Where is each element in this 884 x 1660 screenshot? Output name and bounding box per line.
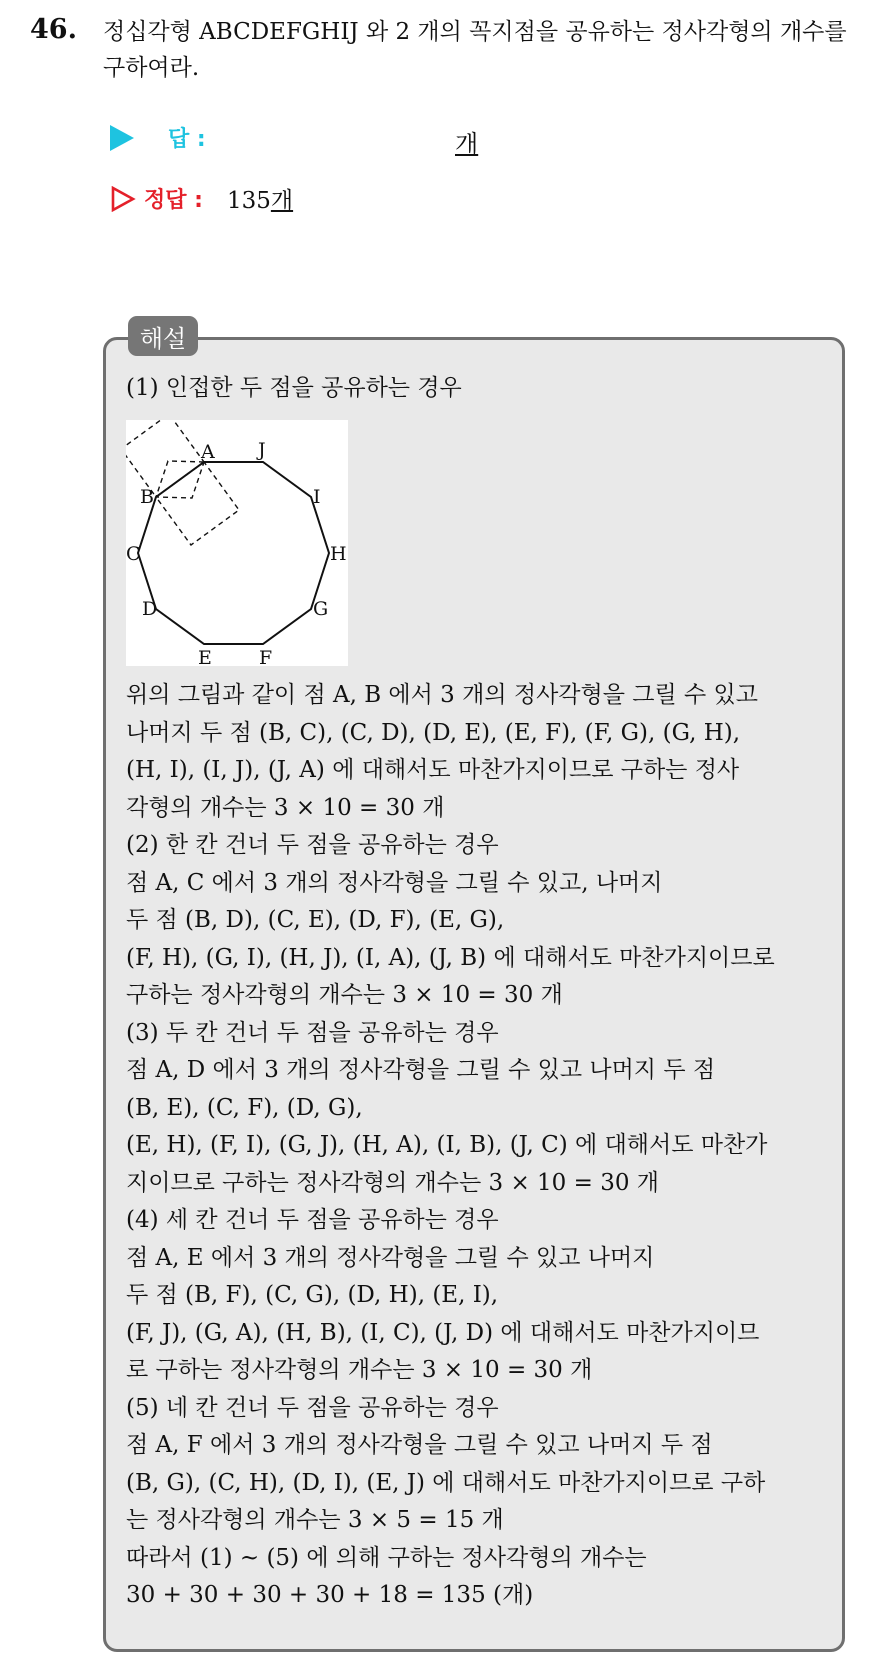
vertex-label-b: B — [140, 486, 154, 508]
solution-line: (B, E), (C, F), (D, G), — [126, 1094, 363, 1121]
correct-answer-row — [110, 182, 293, 215]
decagon-figure — [126, 420, 348, 666]
correct-answer-unit: 개 — [270, 188, 294, 214]
play-triangle-icon — [110, 125, 134, 151]
solution-line: 30 + 30 + 30 + 30 + 18 = 135 (개) — [126, 1582, 534, 1608]
solution-line: (F, J), (G, A), (H, B), (I, C), (J, D) 에 대해서도 마찬가지이므 — [126, 1319, 760, 1346]
solution-line: (B, G), (C, H), (D, I), (E, J) 에 대해서도 마찬가지이므로 구하 — [126, 1469, 766, 1496]
answer-label: 답 : — [168, 127, 206, 152]
solution-body — [126, 677, 836, 1615]
question-text: 정십각형 ABCDEFGHIJ 와 2 개의 꼭지점을 공유하는 정사각형의 개수를 구하여라. — [103, 19, 847, 81]
solution-line: (F, H), (G, I), (H, J), (I, A), (J, B) 에 대해서도 마찬가지이므로 — [126, 944, 775, 971]
solution-line: 따라서 (1) ~ (5) 에 의해 구하는 정사각형의 개수는 — [126, 1544, 647, 1571]
solution-line: 구하는 정사각형의 개수는 3 × 10 = 30 개 — [126, 982, 563, 1008]
vertex-label-i: I — [313, 486, 321, 508]
correct-answer-value — [227, 182, 293, 215]
square-inner-dashed — [156, 462, 239, 545]
solution-line: 위의 그림과 같이 점 A, B 에서 3 개의 정사각형을 그릴 수 있고 — [126, 682, 758, 708]
vertex-label-g: G — [313, 598, 329, 620]
square-outer-dashed — [126, 420, 204, 497]
answer-unit: 개 — [455, 130, 479, 158]
question-number: 46. — [30, 14, 77, 45]
vertex-label-f: F — [259, 647, 273, 666]
vertex-label-e: E — [198, 647, 212, 666]
vertex-label-a: A — [201, 441, 215, 463]
solution-line: (2) 한 칸 건너 두 점을 공유하는 경우 — [126, 832, 499, 858]
solution-line: 두 점 (B, F), (C, G), (D, H), (E, I), — [126, 1282, 499, 1308]
solution-intro: (1) 인접한 두 점을 공유하는 경우 — [126, 375, 462, 401]
solution-line: (H, I), (I, J), (J, A) 에 대해서도 마찬가지이므로 구하는 정사 — [126, 757, 740, 783]
solution-line: 로 구하는 정사각형의 개수는 3 × 10 = 30 개 — [126, 1357, 593, 1383]
vertex-label-d: D — [142, 598, 158, 620]
solution-tag: 해설 — [128, 316, 198, 356]
solution-line: 지이므로 구하는 정사각형의 개수는 3 × 10 = 30 개 — [126, 1169, 659, 1196]
solution-line: 점 A, F 에서 3 개의 정사각형을 그릴 수 있고 나머지 두 점 — [126, 1432, 713, 1458]
solution-line: 점 A, D 에서 3 개의 정사각형을 그릴 수 있고 나머지 두 점 — [126, 1057, 716, 1083]
solution-line: 는 정사각형의 개수는 3 × 5 = 15 개 — [126, 1507, 504, 1533]
correct-answer-number: 135 — [226, 188, 271, 214]
vertex-label-c: C — [126, 543, 141, 565]
vertex-label-h: H — [330, 543, 347, 565]
solution-line: 점 A, E 에서 3 개의 정사각형을 그릴 수 있고 나머지 — [126, 1244, 655, 1271]
solution-line: (E, H), (F, I), (G, J), (H, A), (I, B), (J, C) 에 대해서도 마찬가 — [126, 1132, 768, 1158]
solution-line: 두 점 (B, D), (C, E), (D, F), (E, G), — [126, 907, 505, 933]
solution-line: (5) 네 칸 건너 두 점을 공유하는 경우 — [126, 1394, 499, 1421]
solution-line: (3) 두 칸 건너 두 점을 공유하는 경우 — [126, 1019, 499, 1046]
solution-line: (4) 세 칸 건너 두 점을 공유하는 경우 — [126, 1207, 499, 1233]
solution-line: 나머지 두 점 (B, C), (C, D), (D, E), (E, F), (F, G), (G, H), — [126, 719, 741, 746]
correct-answer-label: 정답 : — [144, 188, 203, 213]
vertex-label-j: J — [258, 439, 266, 461]
answer-row — [110, 122, 206, 153]
solution-line: 점 A, C 에서 3 개의 정사각형을 그릴 수 있고, 나머지 — [126, 869, 663, 896]
solution-line: 각형의 개수는 3 × 10 = 30 개 — [126, 794, 445, 821]
outline-triangle-icon — [110, 186, 136, 212]
